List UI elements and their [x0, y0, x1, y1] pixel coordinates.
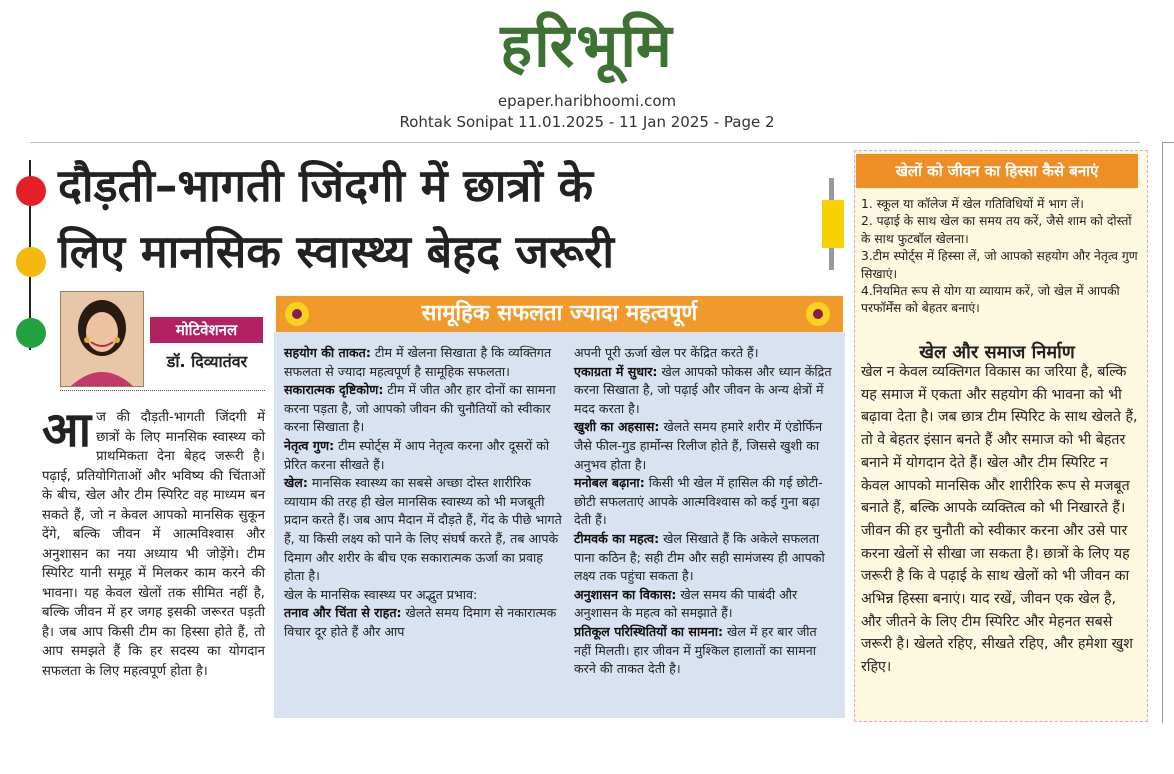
- tip-item: 1. स्कूल या कॉलेज में खेल गतिविधियों में भाग लें।: [861, 197, 1084, 211]
- middle-column-1: [284, 344, 562, 642]
- point-item: अपनी पूरी ऊर्जा खेल पर केंद्रित करते हैं।: [574, 345, 759, 360]
- tip-item: 2. पढ़ाई के साथ खेल का समय तय करें, जैसे शाम को दोस्तों के साथ फुटबॉल खेलना।: [861, 214, 1132, 246]
- point-item: प्रतिकूल परिस्थितियों का सामना: खेल में हर बार जीत नहीं मिलती। हार जीवन में मुश्किल हालातों का सामना करने की ताकत देती है।: [574, 623, 817, 677]
- tip-item: 3.टीम स्पोर्ट्स में हिस्सा लें, जो आपको सहयोग और नेतृत्व गुण सिखाएं।: [861, 249, 1138, 281]
- author-photo: [60, 291, 144, 387]
- intro-text: ज की दौड़ती-भागती जिंदगी में छात्रों के लिए मानसिक स्वास्थ्य को प्राथमिकता देना बेहद जरूरी है। पढ़ाई, प्रतियोगिताओं और भविष्य की चिंताओं के बीच, खेल और टीम स्पिरिट वह माध्यम बन सकते हैं, जो न केवल आपको मानसिक सुकून देंगे, बल्कि जीवन में आत्मविश्वास और अनुशासन का नया अध्याय भी जोड़ेंगे। टीम स्पिरिट यानी समूह में मिलकर काम करने की भावना। यह केवल खेलों तक सीमित नहीं है, बल्कि जीवन में हर जगह इसकी जरूरत पड़ती है। जब आप किसी टीम का हिस्सा होते हैं, तो आप समझते हैं कि हर सदस्य का योगदान सफलता के लिए महत्वपूर्ण होता है।: [42, 410, 265, 679]
- edition-info: Rohtak Sonipat 11.01.2025 - 11 Jan 2025 - Page 2: [399, 113, 775, 131]
- headline-line-1: दौड़ती–भागती जिंदगी में छात्रों के: [58, 159, 594, 212]
- author-name: डॉ. दिव्यातंवर: [166, 352, 248, 371]
- point-item: खुशी का अहसास: खेलते समय हमारे शरीर में एंडोर्फिन जैसे फील-गुड हार्मोन्स रिलीज होते हैं, जिससे खुशी का अनुभव होता है।: [574, 419, 823, 472]
- point-item: एकाग्रता में सुधार: खेल आपको फोकस और ध्यान केंद्रित करना सिखाता है, जो पढ़ाई और जीवन के अन्य क्षेत्रों में मदद करता है।: [574, 363, 832, 416]
- point-item: सकारात्मक दृष्टिकोण: टीम में जीत और हार दोनों का सामना करना पड़ता है, जो आपको जीवन की चुनौतियों को स्वीकार करना सिखाता है।: [284, 382, 556, 435]
- intro-paragraph: [42, 402, 265, 718]
- sidebar-banner: खेलों को जीवन का हिस्सा कैसे बनाएं: [856, 154, 1138, 188]
- point-item: अनुशासन का विकास: खेल समय की पाबंदी और अनुशासन के महत्व को समझाते हैं।: [574, 586, 798, 621]
- drop-cap: आ: [42, 402, 92, 458]
- red-dot-icon: [16, 176, 46, 206]
- tip-item: 4.नियमित रूप से योग या व्यायाम करें, जो खेल में आपकी परफॉर्मेंस को बेहतर बनाएं।: [861, 284, 1120, 316]
- point-item: नेतृत्व गुण: टीम स्पोर्ट्स में आप नेतृत्व करना और दूसरों को प्रेरित करना सीखते हैं।: [284, 437, 550, 472]
- header-divider: [30, 142, 1140, 143]
- point-item: खेल: मानसिक स्वास्थ्य का सबसे अच्छा दोस्त शारीरिक व्यायाम की तरह ही खेल मानसिक स्वास्थ्य को भी मजबूती प्रदान करते हैं। जब आप मैदान में दौड़ते हैं, गेंद के पीछे भागते हैं, या किसी लक्ष्य को पाने के लिए संघर्ष करते हैं, तब आपके दिमाग और शरीर के बीच एक सकारात्मक ऊर्जा का प्रवाह होता है।: [284, 475, 562, 584]
- sidebar-paragraph: खेल न केवल व्यक्तिगत विकास का जरिया है, बल्कि यह समाज में एकता और सहयोग की भावना को भी बढ़ावा देता है। जब छात्र टीम स्पिरिट के साथ खेलते हैं, तो वे बेहतर इंसान बनते हैं और समाज को भी बेहतर बनाने में योगदान देते हैं। खेल और टीम स्पिरिट न केवल आपको मानसिक और शारीरिक रूप से मजबूत बनाते हैं, बल्कि आपके व्यक्तित्व को भी निखारते हैं। जीवन की हर चुनौती को स्वीकार करना और उसे पार करना खेलों से सीखा जा सकता है। छात्रों के लिए यह जरूरी है कि वे पढ़ाई के साथ खेलों को भी जीवन का अभिन्न हिस्सा बनाएं। याद रखें, जीवन एक खेल है, और जीतने के लिए टीम स्पिरिट और मेहनत सबसे जरूरी है। खेलते रहिए, सीखते रहिए, और हमेशा खुश रहिए।: [861, 364, 1138, 676]
- site-url[interactable]: epaper.haribhoomi.com: [497, 92, 677, 110]
- point-item: मनोबल बढ़ाना: किसी भी खेल में हासिल की गई छोटी-छोटी सफलताएं आपके आत्मविश्वास को कई गुना बढ़ा देती हैं।: [574, 475, 823, 528]
- headline-line-2: लिए मानसिक स्वास्थ्य बेहद जरूरी: [58, 225, 615, 278]
- author-divider: [60, 390, 265, 391]
- banner-dot-icon: [285, 302, 309, 326]
- point-item: सहयोग की ताकत: टीम में खेलना सिखाता है कि व्यक्तिगत सफलता से ज्यादा महत्वपूर्ण है सामूहिक सफलता।: [284, 345, 552, 379]
- point-item: टीमवर्क का महत्व: खेल सिखाते हैं कि अकेले सफलता पाना कठिन है; सही टीम और सही सामंजस्य ही आपको लक्ष्य तक पहुंचा सकता है।: [574, 530, 825, 584]
- sidebar-subheading: खेल और समाज निर्माण: [919, 342, 1075, 363]
- middle-banner-title: सामूहिक सफलता ज्यादा महत्वपूर्ण: [421, 301, 698, 326]
- banner-dot-icon: [806, 302, 830, 326]
- newspaper-logo[interactable]: हरिभूमि: [500, 11, 674, 81]
- middle-column-2: [574, 344, 836, 679]
- next-page-edge: [1162, 142, 1174, 723]
- point-item: खेल के मानसिक स्वास्थ्य पर अद्भुत प्रभाव:: [284, 586, 478, 602]
- category-tag: मोटिवेशनल: [150, 317, 263, 343]
- yellow-dot-icon: [16, 247, 46, 277]
- green-dot-icon: [16, 318, 46, 348]
- point-item: तनाव और चिंता से राहत: खेलते समय दिमाग से नकारात्मक विचार दूर होते हैं और आप: [284, 605, 557, 639]
- tips-list: [861, 196, 1139, 318]
